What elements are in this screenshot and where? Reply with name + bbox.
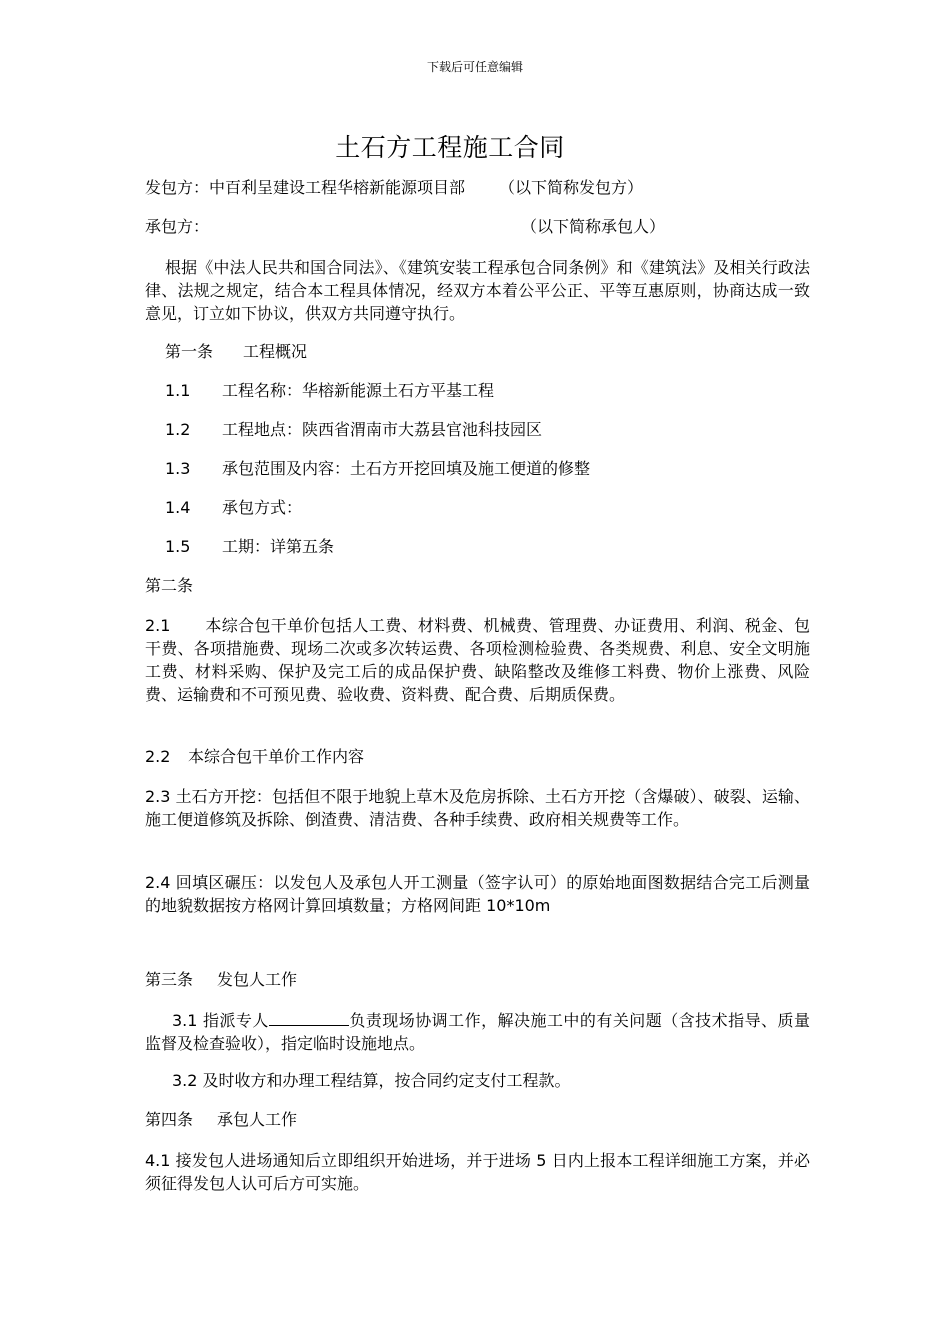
clause-3-2: 3.2 及时收方和办理工程结算，按合同约定支付工程款。: [172, 1071, 571, 1090]
contract-title: 土石方工程施工合同: [335, 133, 565, 162]
page-header: 下载后可任意编辑: [426, 60, 523, 74]
article-3-title: 发包人工作: [217, 970, 298, 989]
item-1-2: 1.2 工程地点：陕西省渭南市大荔县官池科技园区: [165, 420, 543, 439]
article-3-heading: [145, 969, 297, 991]
item-1-4: 1.4 承包方式：: [165, 498, 303, 517]
article-1-num: 第一条: [165, 342, 214, 361]
party-b-note: （以下简称承包人）: [521, 217, 666, 236]
party-a-label: 发包方：: [145, 178, 210, 197]
party-a-note: （以下简称发包方）: [499, 178, 644, 197]
article-4-title: 承包人工作: [217, 1110, 298, 1129]
article-2-heading: 第二条: [145, 576, 194, 595]
preamble: 根据《中法人民共和国合同法》、《建筑安装工程承包合同条例》和《建筑法》及相关行政法律、法规之规定，结合本工程具体情况，经双方本着公平公正、平等互惠原则，协商达成一致意见，订立如下协议，供双方共同遵守执行。: [145, 258, 810, 323]
article-1-title: 工程概况: [243, 342, 308, 361]
article-4-heading: [145, 1109, 297, 1131]
party-a-line: [145, 177, 643, 199]
article-1-heading: [165, 341, 307, 363]
item-1-5: 1.5 工期：详第五条: [165, 537, 335, 556]
clause-3-1: 3.1 指派专人 负责现场协调工作，解决施工中的有关问题（含技术指导、质量监督及检查验收），指定临时设施地点。: [145, 1011, 810, 1053]
clause-2-3: 2.3 土石方开挖：包括但不限于地貌上草木及危房拆除、土石方开挖（含爆破）、破裂、运输、施工便道修筑及拆除、倒渣费、清洁费、各种手续费、政府相关规费等工作。: [145, 787, 810, 829]
clause-2-4: 2.4 回填区碾压：以发包人及承包人开工测量（签字认可）的原始地面图数据结合完工后测量的地貌数据按方格网计算回填数量；方格网间距 10*10m: [145, 873, 810, 915]
party-b-line: [145, 216, 665, 238]
clause-4-1: 4.1 接发包人进场通知后立即组织开始进场，并于进场 5 日内上报本工程详细施工方案，并必须征得发包人认可后方可实施。: [145, 1151, 810, 1193]
article-4-num: 第四条: [145, 1110, 194, 1129]
signature-blank: [269, 1009, 349, 1026]
clause-2-2: 2.2 本综合包干单价工作内容: [145, 747, 365, 766]
item-1-3: 1.3 承包范围及内容：土石方开挖回填及施工便道的修整: [165, 459, 591, 478]
item-1-1: 1.1 工程名称：华榕新能源土石方平基工程: [165, 381, 495, 400]
party-a-name: 中百利呈建设工程华榕新能源项目部: [209, 178, 466, 197]
party-b-label: 承包方：: [145, 217, 210, 236]
clause-2-1: 2.1 本综合包干单价包括人工费、材料费、机械费、管理费、办证费用、利润、税金、包干费、各项措施费、现场二次或多次转运费、各项检测检验费、各类规费、利息、安全文明施工费、材料采购、保护及完工后的成品保护费、缺陷整改及维修工料费、物价上涨费、风险费、运输费和不可预见费、验收费、资料费、配合费、后期质保费。: [145, 616, 810, 704]
article-3-num: 第三条: [145, 970, 194, 989]
